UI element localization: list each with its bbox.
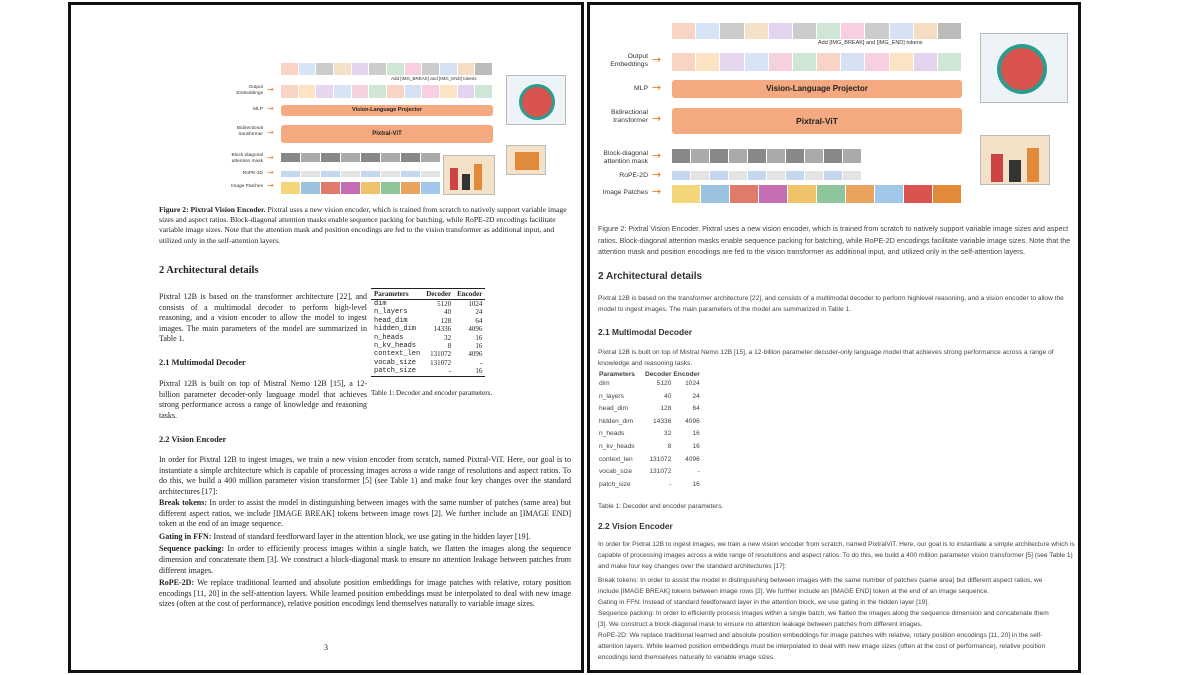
table-cell: 131072 <box>649 455 672 463</box>
sample-image-large-r <box>980 33 1068 103</box>
section-title-r: 2 Architectural details <box>598 271 703 282</box>
table-cell: n_kv_heads <box>374 342 417 351</box>
table-cell: dim <box>374 300 387 308</box>
table-row <box>371 334 485 342</box>
table-cell: 131072 <box>430 358 452 367</box>
table-row <box>371 317 485 325</box>
table-cell: head_dim <box>374 316 408 325</box>
table-cell: 1024 <box>685 380 700 387</box>
change-line: encodings lend themselves naturally to variable image sizes. <box>598 654 776 661</box>
change-break-tokens: Break tokens: In order to assist the model in distinguishing between images with the same number of patches (same area) but different aspect ratios, we include [IMAGE BREAK] tokens between image rows [2]. We further include an [IMAGE END] token at the end of an image sequence. <box>159 498 571 529</box>
table-cell: 14336 <box>433 325 452 334</box>
change-line: [3]. We construct a block-diagonal mask to ensure no attention leakage between patches from different images. <box>598 621 923 628</box>
image-patches-strip <box>281 182 441 194</box>
mask-strip-r <box>672 149 862 163</box>
table-cell: 5120 <box>437 300 452 308</box>
table-cell: 64 <box>692 405 700 413</box>
table-cell: 14336 <box>653 417 672 425</box>
multimodal-paragraph-r: Pixtral 12B is built on top of Mistral Nemo 12B [15], a 12-billion parameter decoder-only language model that achieves strong performance across a range of knowledge and reasoning tasks. <box>598 349 1054 367</box>
table-cell: - <box>669 480 672 488</box>
table-row <box>371 308 485 316</box>
table-cell: 16 <box>692 442 700 450</box>
table-row <box>598 466 701 479</box>
figure-caption-r: Figure 2: Pixtral Vision Encoder. Pixtral uses a new vision encoder, which is trained from scratch to natively support variable image sizes and aspect ratios. Block-diagonal attention masks enable sequence packing for batching, while RoPE-2D encodings facilitate variable image sizes. Note that the attention mask and position encodings are fed to the vision transformer as additional input, and utilized only in the self-attention layers. <box>598 224 1071 256</box>
table-cell: 24 <box>475 308 483 317</box>
change-list <box>159 498 571 610</box>
vision-language-projector: Vision-Language Projector <box>281 105 493 116</box>
page-number: 3 <box>324 643 328 652</box>
table-cell: 8 <box>447 342 452 351</box>
subsection-multimodal: 2.1 Multimodal Decoder <box>159 358 246 367</box>
change-line: attention layers. While learned position embeddings must be interpolated to deal with new image sizes (often at the cost of performance), relative position <box>598 643 1046 650</box>
table-cell: n_layers <box>374 308 408 317</box>
table-cell: head_dim <box>599 405 628 413</box>
table-cell: n_kv_heads <box>599 442 635 450</box>
label-rope-r: RoPE-2D <box>619 172 648 179</box>
table-row <box>598 428 701 441</box>
table-cell: vocab_size <box>374 358 417 367</box>
table-cell: n_heads <box>374 333 404 342</box>
table-cell: n_heads <box>599 430 625 438</box>
table-row <box>371 300 485 309</box>
table-row <box>371 325 485 333</box>
table-row <box>371 359 485 367</box>
mask-strip <box>281 153 441 162</box>
table-cell: 32 <box>444 333 452 342</box>
table-cell: context_len <box>599 455 633 463</box>
parameters-table: Parameters Decoder Encoder dim 5120 1024 n_layers 40 24 head_dim 128 64 hidden_dim 14336 4096 n_heads 32 16 n_kv_heads 8 16 context_len 131072 4096 vocab_size 131072 - patch_size - 16 <box>371 288 485 377</box>
table-cell: 4096 <box>685 455 700 463</box>
table-cell: 16 <box>475 342 483 351</box>
sample-image-bars-r <box>980 135 1050 185</box>
output-embeddings-strip <box>281 85 493 98</box>
table-cell: hidden_dim <box>599 417 634 425</box>
left-page: Add [IMG_BREAK] and [IMG_END] tokens Output Embeddings → Vision-Language Projector MLP → Pixtral-ViT Bidirectional transformer → Block-diagonal attention mask → RoPE-2D → Image Patches → Figure 2: Pixtral Vision Encoder. Pixtral uses a new vision encoder, which is trained from scratch to natively support variable image sizes and aspect ratios. Block-diagonal attention masks enable sequence packing for batching, while RoPE-2D encodings facilitate variable image sizes. Note that the attention mask and position encodings are fed to the vision transformer as additional input, and utilized only in the self-attention layers. 2 Architectural details Pixtral 12B is based on the transformer architecture [22], and consists of a multimodal decoder to perform high-level reasoning, and a vision encoder to allow the model to ingest images. The main parameters of the model are summarized in Table 1. Parameters Decoder Encoder dim 5120 1024 n_layers 40 24 head_dim 128 64 hidden_dim 14336 4096 n_heads 32 16 n_kv_heads 8 16 context_len 131072 4096 vocab_size 131072 - patch_size - 16 Table 1: Decoder and encoder parameters. 2.1 Multimodal Decoder Pixtral 12B is built on top of Mistral Nemo 12B [15], a 12-billion parameter decoder-only language model that achieves strong performance across a range of knowledge and reasoning tasks. 2.2 Vision Encoder In order for Pixtral 12B to ingest images, we train a new vision encoder from scratch, named Pixtral-ViT. Here, our goal is to instantiate a simple architecture which is capable of processing images across a wide range of resolutions and aspect ratios. To do this, we build a 400 million parameter vision transformer [5] (see Table 1) and make four key changes over the standard architectures [17]: Break tokens: In order to assist the model in distinguishing between images with the same number of patches (same area) but different aspect ratios, we include [IMAGE BREAK] tokens between image rows [2]. We further include an [IMAGE END] token at the end of an image sequence. Gating in FFN: Instead of standard feedforward layer in the attention block, we use gating in the hidden layer [19]. Sequence packing: In order to efficiently process images within a single batch, we flatten the images along the sequence dimension and concatenate them [3]. We construct a block-diagonal mask to ensure no attention leakage between patches from different images. RoPE-2D: We replace traditional learned and absolute position embeddings for image patches with relative, rotary position encodings [11, 20] in the self-attention layers. While learned position embeddings must be interpolated to deal with new image sizes (often at the cost of performance), relative position encodings lend themselves naturally to variable image sizes. 3 <box>68 2 584 673</box>
table-caption-r: Table 1: Decoder and encoder parameters. <box>598 503 724 510</box>
label-block-diagonal-r: Block-diagonal attention mask <box>603 150 648 165</box>
rope-strip-r <box>672 171 862 180</box>
table-cell: 40 <box>444 308 452 317</box>
change-line: Sequence packing: In order to efficiently process images within a single batch, we flatten the images along the sequence dimension and concatenate them <box>598 610 1049 617</box>
intro-paragraph: Pixtral 12B is based on the transformer architecture [22], and consists of a multimodal decoder to perform high-level reasoning, and a vision encoder to allow the model to ingest images. The main parameters of the model are summarized in Table 1. <box>159 292 367 344</box>
pixtral-vit-r: Pixtral-ViT <box>672 108 962 134</box>
image-patches-strip-r <box>672 185 962 203</box>
table-cell: dim <box>599 380 610 387</box>
change-sequence-packing: Sequence packing: In order to efficiently process images within a single batch, we flatten the images along the sequence dimension and concatenate them [3]. We construct a block-diagonal mask to ensure no attention leakage between patches from different images. <box>159 544 571 575</box>
label-block-diagonal: Block-diagonal attention mask <box>231 153 263 164</box>
label-output-embeddings: Output Embeddings <box>236 85 263 96</box>
top-token-strip <box>281 63 493 75</box>
table-cell: 16 <box>692 430 700 438</box>
top-token-strip-r <box>672 23 962 39</box>
add-tokens-note-r: Add [IMG_BREAK] and [IMG_END] tokens <box>818 40 923 46</box>
subsection-multimodal-r: 2.1 Multimodal Decoder <box>598 327 693 337</box>
change-line: RoPE-2D: We replace traditional learned and absolute position embeddings for image patches with relative, rotary position encodings [11, 20] in the self- <box>598 632 1043 639</box>
add-tokens-note: Add [IMG_BREAK] and [IMG_END] tokens <box>391 76 477 81</box>
table-cell: 5120 <box>656 380 672 387</box>
label-output-embeddings-r: Output Embeddings <box>610 53 648 68</box>
table-row <box>598 416 701 429</box>
table-row <box>598 391 701 404</box>
change-list-r <box>598 575 1078 663</box>
label-image-patches-r: Image Patches <box>602 189 648 196</box>
vision-language-projector-r: Vision-Language Projector <box>672 80 962 98</box>
subsection-vision-r: 2.2 Vision Encoder <box>598 521 673 531</box>
table-cell: 131072 <box>430 350 452 359</box>
table-row <box>371 342 485 350</box>
pixtral-vit: Pixtral-ViT <box>281 125 493 143</box>
table-row <box>371 367 485 376</box>
table-cell: vocab_size <box>599 468 632 476</box>
table-row <box>598 441 701 454</box>
table-cell: 4096 <box>468 325 483 334</box>
table-cell: context_len <box>374 350 421 359</box>
output-embeddings-strip-r <box>672 53 962 71</box>
rope-strip <box>281 171 441 177</box>
table-cell: 8 <box>667 442 672 450</box>
table-cell: 4096 <box>468 350 483 359</box>
change-line: include [IMAGE BREAK] tokens between image rows [2]. We further include an [IMAGE END] token at the end of an image sequence. <box>598 588 989 595</box>
vision-paragraph-r: In order for Pixtral 12B to ingest images, we train a new vision encoder from scratch, named PixtralViT. Here, our goal is to instantiate a simple architecture which is capable of processing images across a wide range of resolutions and aspect ratios. To do this, we build a 400 million parameter vision transformer [5] (see Table 1) and make four key changes over the standard architectures [17]: <box>598 541 1075 570</box>
table-cell: 24 <box>692 392 700 400</box>
sample-image-large <box>506 75 566 125</box>
table-cell: 64 <box>475 316 483 325</box>
label-bidirectional-r: Bidirectional transformer <box>610 109 648 124</box>
parameters-table-r: Parameters Decoder Encoder dim 5120 1024 n_layers 40 24 head_dim 128 64 hidden_dim 14336 4096 n_heads 32 16 n_kv_heads 8 16 context_len 131072 4096 vocab_size 131072 - patch_size - 16 <box>598 371 701 491</box>
change-rope: RoPE-2D: We replace traditional learned and absolute position embeddings for image patches with relative, rotary position encodings [11, 20] in the self-attention layers. While learned position embeddings must be interpolated to deal with new image sizes (often at the cost of performance), relative position encodings lend themselves naturally to variable image sizes. <box>159 578 571 609</box>
multimodal-paragraph: Pixtral 12B is built on top of Mistral Nemo 12B [15], a 12-billion parameter decoder-only language model that achieves strong performance across a range of knowledge and reasoning tasks. <box>159 379 367 420</box>
table-cell: hidden_dim <box>374 325 417 334</box>
table-cell: 131072 <box>649 468 672 476</box>
table-cell: 4096 <box>685 417 700 425</box>
label-mlp-r: MLP <box>634 85 648 92</box>
table-cell: 40 <box>664 392 672 400</box>
section-title: 2 Architectural details <box>159 265 259 276</box>
label-mlp: MLP <box>253 107 263 112</box>
table-row <box>598 454 701 467</box>
table-cell: - <box>480 358 483 367</box>
table-row <box>598 479 701 492</box>
intro-paragraph-r: Pixtral 12B is based on the transformer architecture [22], and consists of a multimodal decoder to perform highlevel reasoning, and a vision encoder to allow the model to ingest images. The main parameters of the model are summarized in Table 1. <box>598 295 1064 313</box>
change-gating: Gating in FFN: Instead of standard feedforward layer in the attention block, we use gating in the hidden layer [19]. <box>159 531 531 541</box>
right-page: Add [IMG_BREAK] and [IMG_END] tokens Output Embeddings → Vision-Language Projector MLP → Pixtral-ViT Bidirectional transformer → Block-diagonal attention mask → RoPE-2D → Image Patches → Figure 2: Pixtral Vision Encoder. Pixtral uses a new vision encoder, which is trained from scratch to natively support variable image sizes and aspect ratios. Block-diagonal attention masks enable sequence packing for batching, while RoPE-2D encodings facilitate variable image sizes. Note that the attention mask and position encodings are fed to the vision transformer as additional input, and utilized only in the self-attention layers. 2 Architectural details Pixtral 12B is based on the transformer architecture [22], and consists of a multimodal decoder to perform highlevel reasoning, and a vision encoder to allow the model to ingest images. The main parameters of the model are summarized in Table 1. 2.1 Multimodal Decoder Pixtral 12B is built on top of Mistral Nemo 12B [15], a 12-billion parameter decoder-only language model that achieves strong performance across a range of knowledge and reasoning tasks. Parameters Decoder Encoder dim 5120 1024 n_layers 40 24 head_dim 128 64 hidden_dim 14336 4096 n_heads 32 16 n_kv_heads 8 16 context_len 131072 4096 vocab_size 131072 - patch_size - 16 Table 1: Decoder and encoder parameters. 2.2 Vision Encoder In order for Pixtral 12B to ingest images, we train a new vision encoder from scratch, named PixtralViT. Here, our goal is to instantiate a simple architecture which is capable of processing images across a wide range of resolutions and aspect ratios. To do this, we build a 400 million parameter vision transformer [5] (see Table 1) and make four key changes over the standard architectures [17]: Break tokens: In order to assist the model in distinguishing between images with the same number of patches (same area) but different aspect ratios, we include [IMAGE BREAK] tokens between image rows [2]. We further include an [IMAGE END] token at the end of an image sequence. Gating in FFN: Instead of standard feedforward layer in the attention block, we use gating in the hidden layer [19]. Sequence packing: In order to efficiently process images within a single batch, we flatten the images along the sequence dimension and concatenate them [3]. We construct a block-diagonal mask to ensure no attention leakage between patches from different images. RoPE-2D: We replace traditional learned and absolute position embeddings for image patches with relative, rotary position encodings [11, 20] in the self- attention layers. While learned position embeddings must be interpolated to deal with new image sizes (often at the cost of performance), relative position encodings lend themselves naturally to variable image sizes. <box>587 2 1081 673</box>
table-cell: patch_size <box>371 367 423 376</box>
vision-paragraph: In order for Pixtral 12B to ingest images, we train a new vision encoder from scratch, named Pixtral-ViT. Here, our goal is to instantiate a simple architecture which is capable of processing images across a wide range of resolutions and aspect ratios. To do this, we build a 400 million parameter vision transformer [5] (see Table 1) and make four key changes over the standard architectures [17]: <box>159 455 571 496</box>
table-cell: 32 <box>664 430 672 438</box>
change-line: Gating in FFN: Instead of standard feedforward layer in the attention block, we use gating in the hidden layer [19]. <box>598 599 929 606</box>
sample-image-bars <box>443 155 495 195</box>
label-rope: RoPE-2D <box>242 171 263 176</box>
table-cell: 16 <box>454 367 485 376</box>
sample-image-small <box>506 145 546 175</box>
label-bidirectional: Bidirectional transformer <box>236 126 263 137</box>
table-cell: 16 <box>475 333 483 342</box>
change-line: Break tokens: In order to assist the model in distinguishing between images with the same number of patches (same area) but different aspect ratios, we <box>598 577 1043 584</box>
table-cell: 16 <box>692 480 700 488</box>
table-cell: - <box>697 468 700 476</box>
table-caption: Table 1: Decoder and encoder parameters. <box>371 389 493 397</box>
table-cell: - <box>423 367 454 376</box>
table-row <box>371 350 485 358</box>
table-row <box>598 403 701 416</box>
table-row <box>598 378 701 391</box>
table-cell: 1024 <box>468 300 483 308</box>
table-cell: 128 <box>660 405 672 413</box>
subsection-vision: 2.2 Vision Encoder <box>159 435 227 444</box>
table-cell: 128 <box>440 316 452 325</box>
label-image-patches: Image Patches <box>231 184 263 189</box>
table-cell: patch_size <box>599 480 631 488</box>
figure-caption: Figure 2: Pixtral Vision Encoder. Pixtral uses a new vision encoder, which is trained from scratch to natively support variable image sizes and aspect ratios. Block-diagonal attention masks enable sequence packing for batching, while RoPE-2D encodings facilitate variable image sizes. Note that the attention mask and position encodings are fed to the vision transformer as additional input, and utilized only in the self-attention layers. <box>159 205 567 245</box>
table-cell: n_layers <box>599 392 624 400</box>
